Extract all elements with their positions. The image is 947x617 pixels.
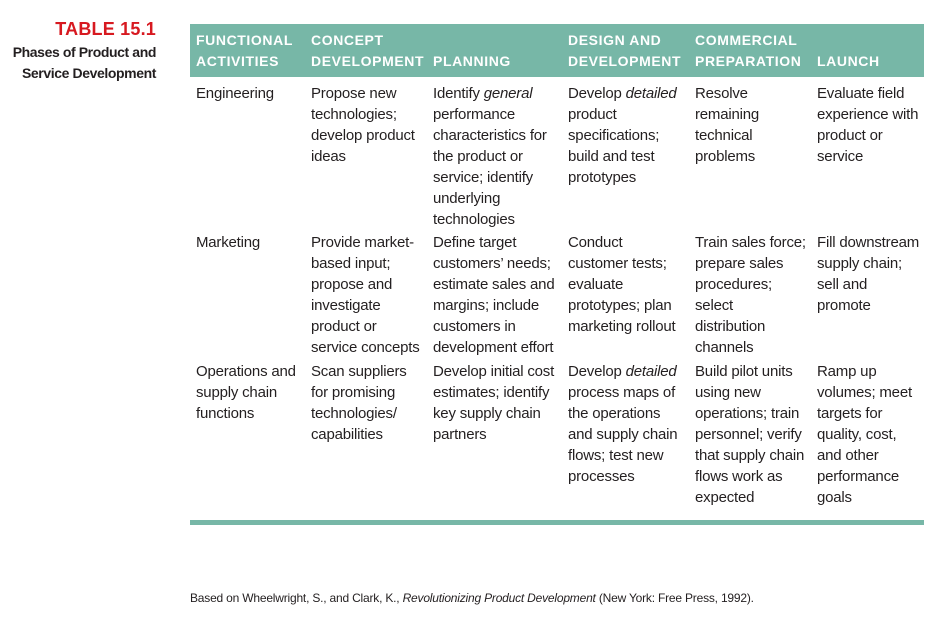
cell-text: performance characteristics for the product or service; identify underlying technologies xyxy=(433,106,547,228)
cell-emphasis: detailed xyxy=(625,85,677,102)
cell-commercial: Build pilot units using new operations; train personnel; verify that supply chain flows work as expected xyxy=(695,363,805,506)
header-line: FUNCTIONAL xyxy=(196,32,293,48)
cell-launch: Fill downstream supply chain; sell and promote xyxy=(817,234,920,314)
header-line: PLANNING xyxy=(433,53,511,69)
cell-emphasis: general xyxy=(483,85,533,102)
header-launch xyxy=(811,24,924,77)
table-row-marketing xyxy=(190,230,924,358)
header-commercial-preparation xyxy=(689,24,811,77)
cell-design: Conduct customer tests; evaluate prototypes; plan marketing rollout xyxy=(568,234,676,335)
cell-planning: Develop initial cost estimates; identify key supply chain partners xyxy=(433,363,555,443)
header-line: DEVELOPMENT xyxy=(311,53,425,69)
cell-concept: Propose new technologies; develop product ideas xyxy=(311,85,415,165)
source-book-title: Revolutionizing Product Development xyxy=(402,591,596,605)
cell-launch: Ramp up volumes; meet targets for quality, cost, and other performance goals xyxy=(817,363,912,506)
header-line: LAUNCH xyxy=(817,53,880,69)
cell-planning: Define target customers’ needs; estimate sales and margins; include customers in development effort xyxy=(433,234,555,356)
cell-text: Identify xyxy=(433,85,484,102)
cell-activity: Engineering xyxy=(196,85,274,102)
table-caption xyxy=(0,18,156,84)
cell-text: Develop xyxy=(568,85,626,102)
cell-text: process maps of the operations and supply chain flows; test new processes xyxy=(568,384,678,485)
cell-planning xyxy=(427,77,562,230)
source-note xyxy=(190,590,754,606)
header-concept-development xyxy=(305,24,427,77)
table-label: TABLE 15.1 xyxy=(55,19,156,39)
header-row xyxy=(190,24,924,77)
header-line: COMMERCIAL xyxy=(695,32,798,48)
header-planning xyxy=(427,24,562,77)
header-line: DEVELOPMENT xyxy=(568,53,682,69)
header-line: ACTIVITIES xyxy=(196,53,280,69)
table-title-line2: Service Development xyxy=(21,65,156,81)
cell-commercial: Train sales force; prepare sales procedures; select distribution channels xyxy=(695,234,806,356)
cell-commercial: Resolve remaining technical problems xyxy=(695,85,760,165)
header-line: CONCEPT xyxy=(311,32,384,48)
cell-design xyxy=(562,77,689,230)
header-line: PREPARATION xyxy=(695,53,802,69)
table-title-line1: Phases of Product and xyxy=(12,44,156,60)
cell-concept: Provide market-based input; propose and investigate product or service concepts xyxy=(311,234,420,356)
table-title xyxy=(0,42,156,84)
phases-table xyxy=(190,24,924,520)
table-row-engineering xyxy=(190,77,924,230)
cell-emphasis: detailed xyxy=(625,363,677,380)
cell-design xyxy=(562,358,689,520)
header-functional-activities xyxy=(190,24,305,77)
phases-table-container xyxy=(190,24,924,525)
table-row-operations xyxy=(190,358,924,520)
header-line: DESIGN AND xyxy=(568,32,662,48)
cell-concept: Scan suppliers for promising technologies/ capabilities xyxy=(311,363,407,443)
header-design-and-development xyxy=(562,24,689,77)
cell-activity: Marketing xyxy=(196,234,261,251)
cell-text: product specifications; build and test prototypes xyxy=(568,106,660,186)
cell-activity: Operations and supply chain functions xyxy=(196,363,296,422)
table-header xyxy=(190,24,924,77)
source-text: (New York: Free Press, 1992). xyxy=(595,591,754,605)
cell-text: Develop xyxy=(568,363,626,380)
table-body xyxy=(190,77,924,520)
table-bottom-rule xyxy=(190,520,924,525)
cell-launch: Evaluate field experience with product or service xyxy=(817,85,919,165)
source-text: Based on Wheelwright, S., and Clark, K., xyxy=(190,591,403,605)
